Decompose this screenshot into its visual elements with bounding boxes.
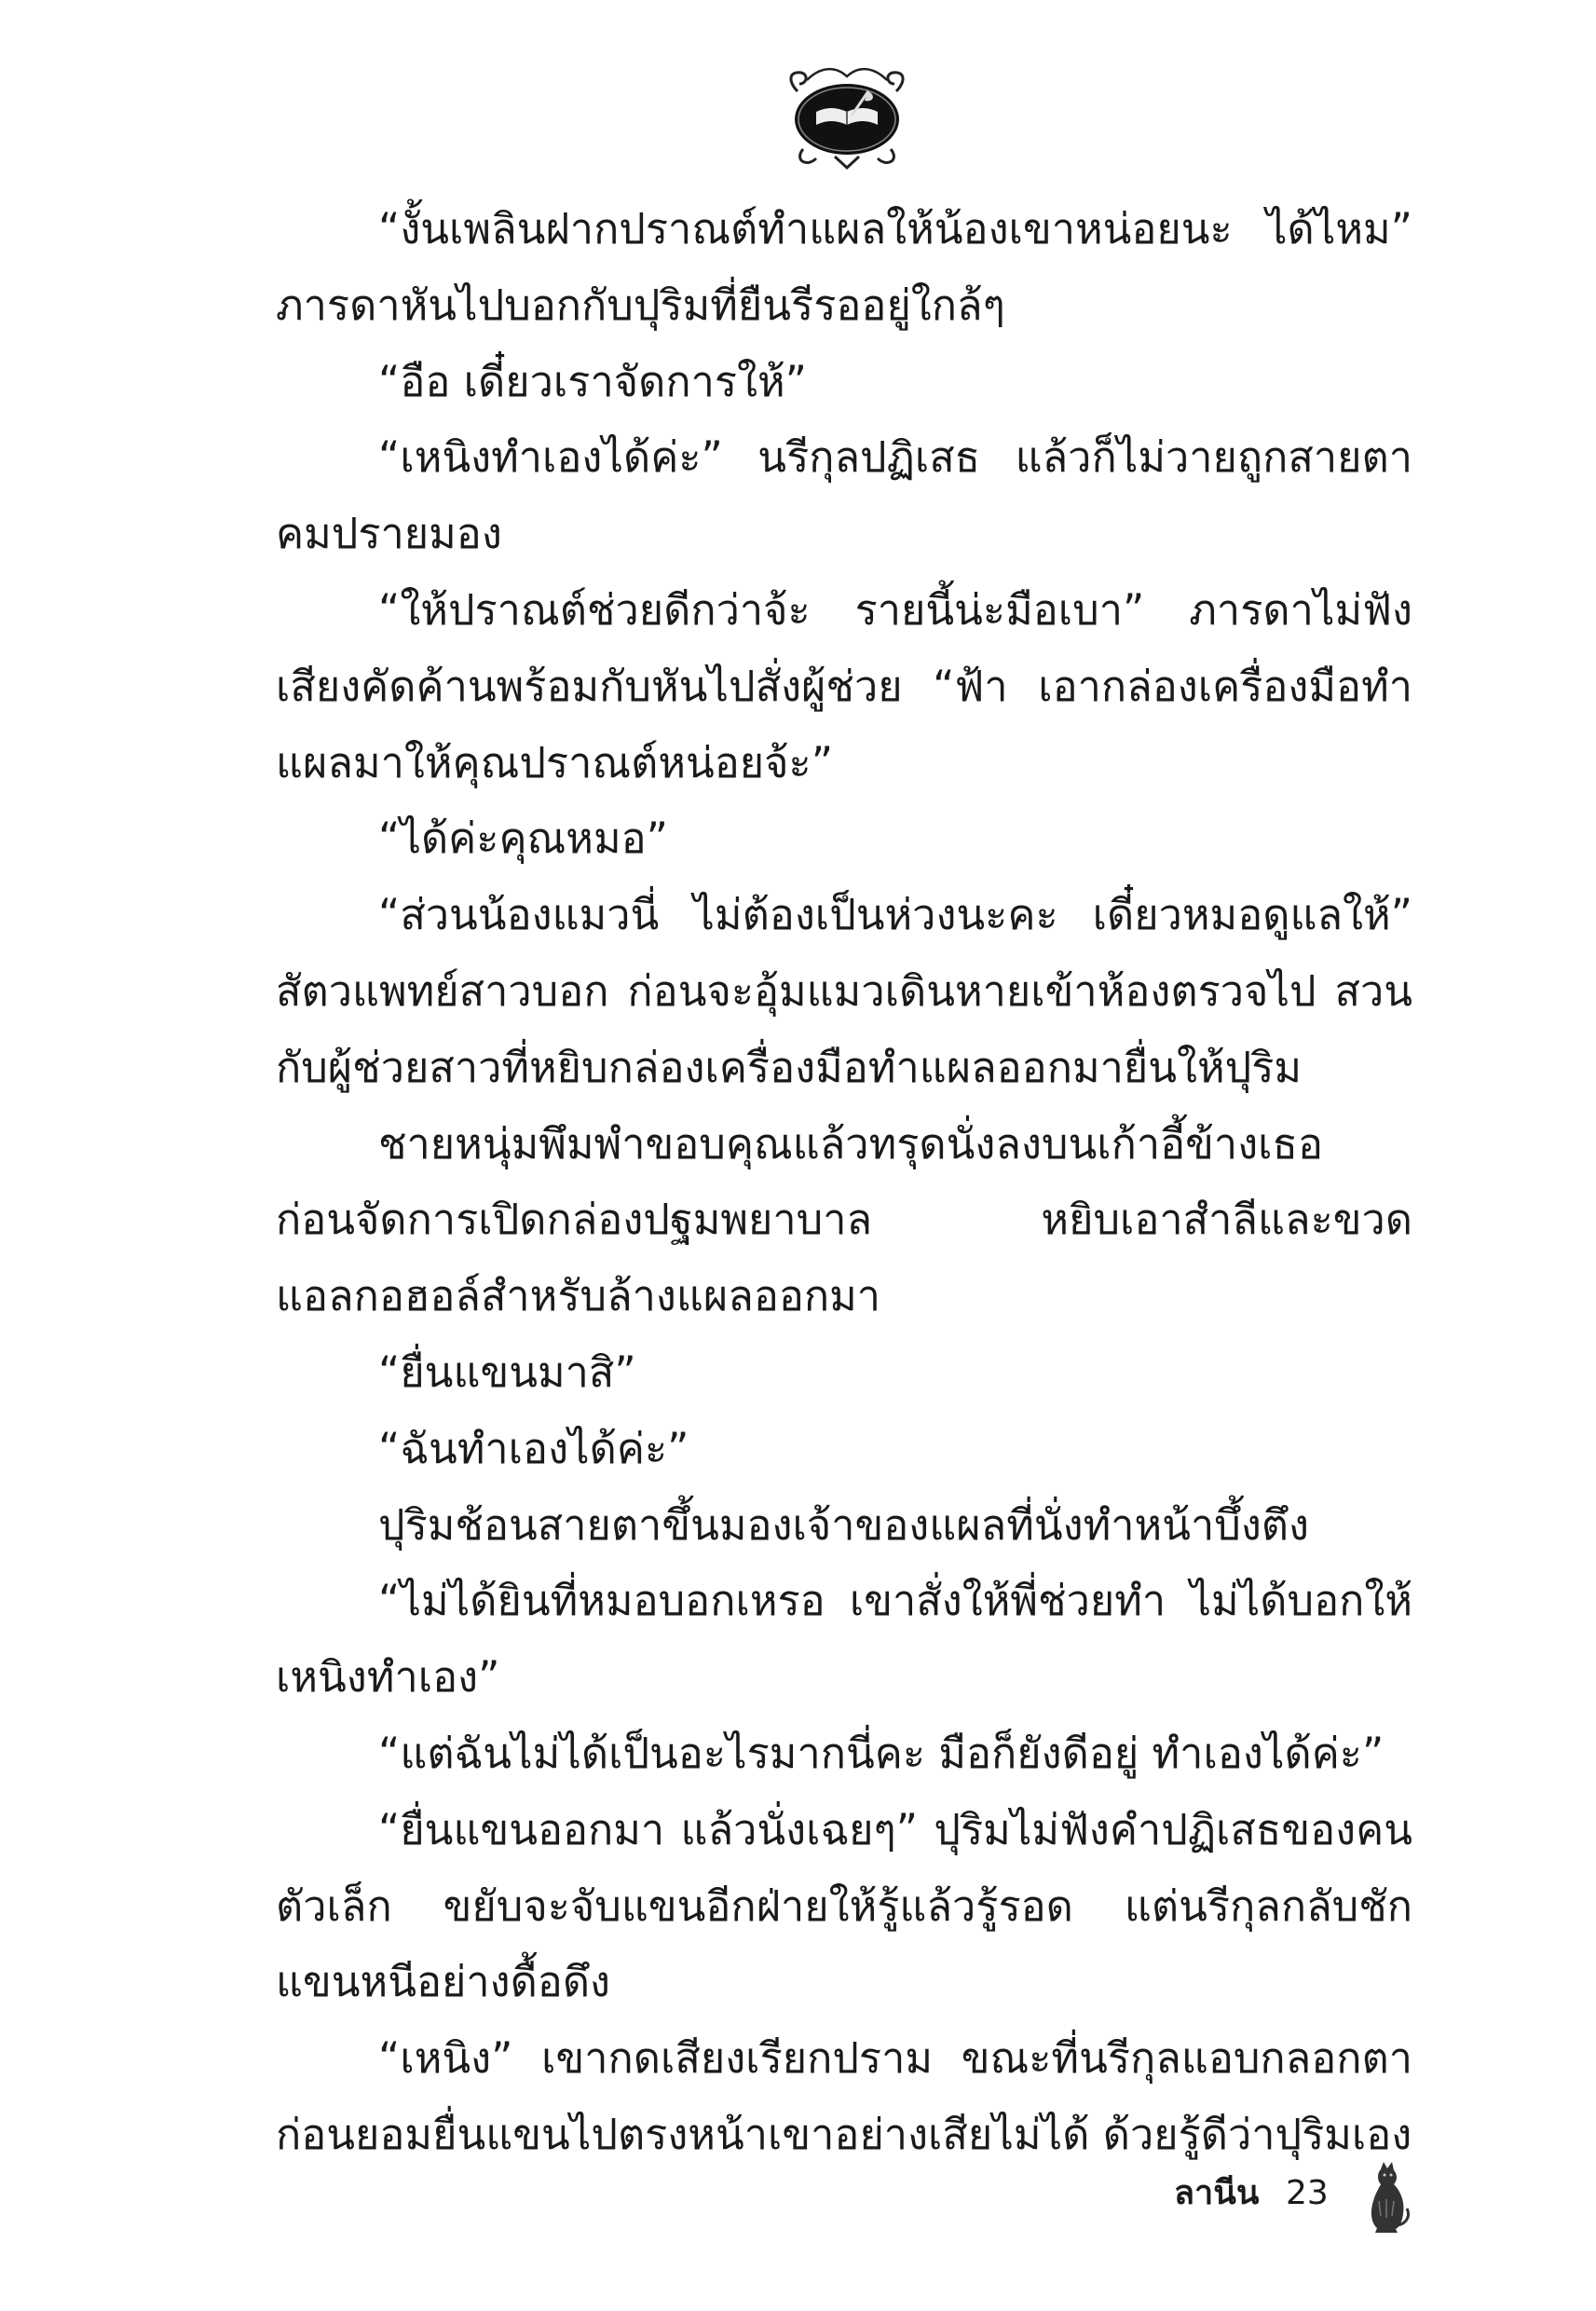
- story-text: [276, 191, 1412, 2173]
- paragraph: “ยื่นแขนมาสิ”: [378, 1347, 636, 1397]
- logo-emblem-icon: [779, 63, 915, 175]
- paragraph: “ไม่ได้ยินที่หมอบอกเหรอ เขาสั่งให้พี่ช่วยทำ ไม่ได้บอกให้เหนิงทำเอง”: [276, 1576, 1412, 1702]
- paragraph: ชายหนุ่มพึมพำขอบคุณแล้วทรุดนั่งลงบนเก้าอี้ข้างเธอ ก่อนจัดการเปิดกล่องปฐมพยาบาล หยิบเอาสำลีและขวดแอลกอฮอล์สำหรับล้างแผลออกมา: [276, 1118, 1412, 1321]
- paragraph: “ได้ค่ะคุณหมอ”: [378, 814, 668, 864]
- paragraph: “ฉันทำเองได้ค่ะ”: [378, 1423, 689, 1473]
- author-name: ลานีน: [1174, 2174, 1260, 2212]
- page-number: 23: [1286, 2174, 1329, 2212]
- page-footer: [1174, 2160, 1416, 2235]
- paragraph: ปุริมช้อนสายตาขึ้นมองเจ้าของแผลที่นั่งทำหน้าบึ้งตึง: [378, 1499, 1309, 1550]
- paragraph: “ให้ปราณต์ช่วยดีกว่าจ้ะ รายนี้น่ะมือเบา” ภารดาไม่ฟังเสียงคัดค้านพร้อมกับหันไปสั่งผู้ช่วย “ฟ้า เอากล่องเครื่องมือทำแผลมาให้คุณปราณต์หน่อยจ้ะ”: [276, 584, 1412, 787]
- paragraph: “งั้นเพลินฝากปราณต์ทำแผลให้น้องเขาหน่อยนะ ได้ไหม” ภารดาหันไปบอกกับปุริมที่ยืนรีรออยู่ใกล้ๆ: [276, 204, 1412, 330]
- paragraph: “อือ เดี๋ยวเราจัดการให้”: [378, 356, 807, 406]
- paragraph: “เหนิง” เขากดเสียงเรียกปราม ขณะที่นรีกุลแอบกลอกตาก่อนยอมยื่นแขนไปตรงหน้าเขาอย่างเสียไม่ได้ ด้วยรู้ดีว่าปุริมเอง: [276, 2033, 1412, 2159]
- sitting-cat-icon: [1360, 2160, 1414, 2235]
- paragraph: “ยื่นแขนออกมา แล้วนั่งเฉยๆ” ปุริมไม่ฟังคำปฏิเสธของคนตัวเล็ก ขยับจะจับแขนอีกฝ่ายให้รู้แล้วรู้รอด แต่นรีกุลกลับชักแขนหนีอย่างดื้อดึง: [276, 1804, 1412, 2007]
- paragraph: “เหนิงทำเองได้ค่ะ” นรีกุลปฏิเสธ แล้วก็ไม่วายถูกสายตาคมปรายมอง: [276, 432, 1412, 559]
- paragraph: “แต่ฉันไม่ได้เป็นอะไรมากนี่คะ มือก็ยังดีอยู่ ทำเองได้ค่ะ”: [378, 1728, 1385, 1778]
- paragraph: “ส่วนน้องแมวนี่ ไม่ต้องเป็นห่วงนะคะ เดี๋ยวหมอดูแลให้” สัตวแพทย์สาวบอก ก่อนจะอุ้มแมวเดินหายเข้าห้องตรวจไป สวนกับผู้ช่วยสาวที่หยิบกล่องเครื่องมือทำแผลออกมายื่นให้ปุริม: [276, 890, 1412, 1092]
